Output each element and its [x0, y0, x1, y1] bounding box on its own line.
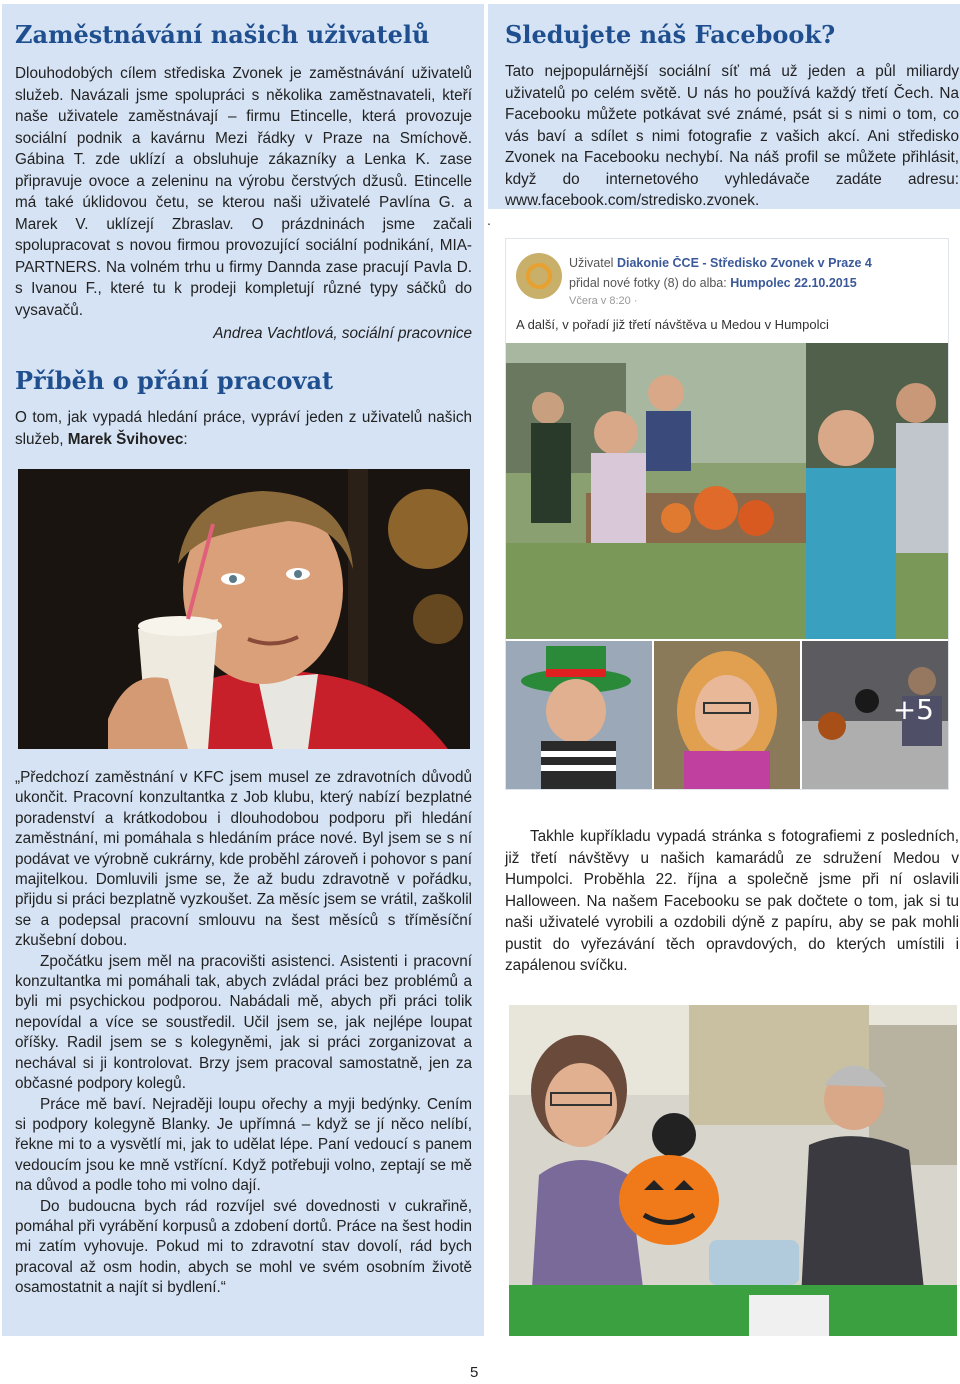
story-intro [15, 407, 472, 450]
smiling-girl-photo[interactable] [654, 641, 800, 789]
story-person-name: Marek Švihovec [67, 430, 184, 448]
story-intro-colon: : [183, 430, 188, 448]
post-text: A další, v pořadí již třetí návštěva u Medou v Humpolci [516, 317, 829, 332]
employment-paragraph: Dlouhodobých cílem střediska Zvonek je zaměstnávání uživatelů služeb. Navázali jsme spolupráci s několika zaměstnavateli, kteří naše uživatele zaměstnávají – firmu Etincelle, která provozuje sociální podnik a kavárnu Mezi řádky v Praze na Smíchově. Gábina T. zde uklízí a obsluhuje zákazníky a Lenka K. zase připravuje ovoce a zeleninu na výrobu čerstvých džusů. Etincelle má také úklidovou četu, se kterou naši uživatelé Pavlína G. a Marek V. uklízejí Zbraslav. O prázdninách jsme začali spolupracovat s novou firmou provozující sociální podnikání, MIA-PARTNERS. Na volném trhu u firmy Dannda zase pracují Pavla D. s Ivanou F., které tu k prodeji kompletují různé typy sáčků do vysavačů. [15, 65, 472, 319]
halloween-workshop-photo [509, 1005, 957, 1336]
post-author-link[interactable]: Diakonie ČCE - Středisko Zvonek v Praze 4 [616, 256, 872, 270]
heading-employment: Zaměstnávání našich uživatelů [15, 20, 430, 49]
more-photos-count: +5 [892, 693, 934, 726]
facebook-paragraph: Tato nejpopulárnější sociální síť má už jeden a půl miliardy uživatelů po celém světě. U nás ho používá každý třetí Čech. Na Facebooku můžete potkávat své známé, psát si s nimi o tom, co vás baví a sdílet s nimi fotografie z vašich akcí. Ani středisko Zvonek na Facebooku nechybí. Na náš profil se můžete přihlásit, když do internetového vyhledávače zadáte adresu: www.facebook.com/stredisko.zvonek. [505, 63, 959, 209]
facebook-post-screenshot [505, 238, 949, 790]
marek-photo [18, 469, 470, 749]
story-intro-text: O tom, jak vypadá hledání práce, vypráví jeden z uživatelů našich služeb, [15, 409, 472, 448]
quote-paragraph-3: Práce mě baví. Nejraději loupu ořechy a myji bedýnky. Cením si podpory kolegyně Blanky. Je upřímná – když se jí něco nelíbí, řekne mi to a vysvětlí mi, jak to udělat lépe. Paní vedoucí s panem vedoucím jsou ke mně vstřícní. Když potřebuji volno, zeptají se mě na důvod a podle toho mi volno dají. [15, 1095, 472, 1195]
page-number: 5 [470, 1364, 479, 1381]
facebook-caption: Takhle kupříkladu vypadá stránka s fotografiemi z posledních, již třetí návštěvy u našich kamarádů ze sdružení Medou v Humpolci. Proběhla 22. října a společně jsme při ní oslavili Halloween. Na našem Facebooku se pak dočtete o tom, jak si tu naši uživatelé vyrobili a ozdobili dýně z papíru, aby se pak mohli pustit do vyřezávání těch opravdových, do kterých umístili i zapálenou svíčku. [505, 828, 959, 974]
quote-paragraph-2: Zpočátku jsem měl na pracovišti asistenci. Asistenti i pracovní konzultantka mi pomáhali tak, abych zvládal práci bez problémů a byli mi psychickou podporou. Nabádali mě, abych při práci tolik nepovídal a více se soustředil. Učil jsem se, jak nejlépe loupat oříšky. Radil jsem se s kolegyněmi, jak si práci zorganizovat a nechával si ji kontrolovat. Brzy jsem pracoval samostatně, jen za občasné podpory kolegů. [15, 952, 472, 1093]
story-quote [15, 768, 472, 1299]
page-avatar [516, 253, 562, 299]
heading-facebook: Sledujete náš Facebook? [505, 20, 836, 49]
facebook-post-header [506, 239, 948, 309]
post-author-line [569, 256, 939, 270]
post-user-prefix: Uživatel [569, 256, 617, 270]
quote-paragraph-1: „Předchozí zaměstnání v KFC jsem musel ze zdravotních důvodů ukončit. Pracovní konzultantka z Job klubu, který nabízí bezplatné poradenství a krátkodobou i dlouhodobou podporu při hledání zaměstnání, mi pomáhala s hledáním práce nové. Byl jsem se s ní podávat ve výrobně cukrárny, kde proběhl zároveň i pohovor s paní majitelkou. Domluvili jsme se, že až budu zdravotně v pořádku, přijdu si práci bezplatně vyzkoušet. Za měsíc jsem se vrátil, zaškolil se a podepsal pracovní smlouvu na šest měsíců s tříměsíční zkušební dobou. [15, 769, 472, 950]
stray-dot: . [487, 212, 491, 228]
post-action-line [569, 276, 857, 290]
post-album-link[interactable]: Humpolec 22.10.2015 [730, 276, 857, 290]
post-timestamp: Včera v 8:20 · [569, 295, 638, 307]
pumpkin-group-photo[interactable] [506, 343, 948, 639]
post-action-text: přidal nové fotky (8) do alba: [569, 276, 731, 290]
article-author: Andrea Vachtlová, sociální pracovnice [213, 325, 472, 342]
more-photos-tile[interactable] [802, 641, 948, 789]
hat-boy-photo[interactable] [506, 641, 652, 789]
heading-story: Příběh o přání pracovat [15, 366, 334, 395]
quote-paragraph-4: Do budoucna bych rád rozvíjel své dovednosti v cukrařině, pomáhal při vyrábění korpusů a zdobení dortů. Práce na šest hodin mi zatím vyhovuje. Pokud mi to zdravotní stav dovolí, rád bych pracoval až osm hodin, abych se mohl ve svém osobním životě osamostatnit a najít si bydlení.“ [15, 1197, 472, 1297]
